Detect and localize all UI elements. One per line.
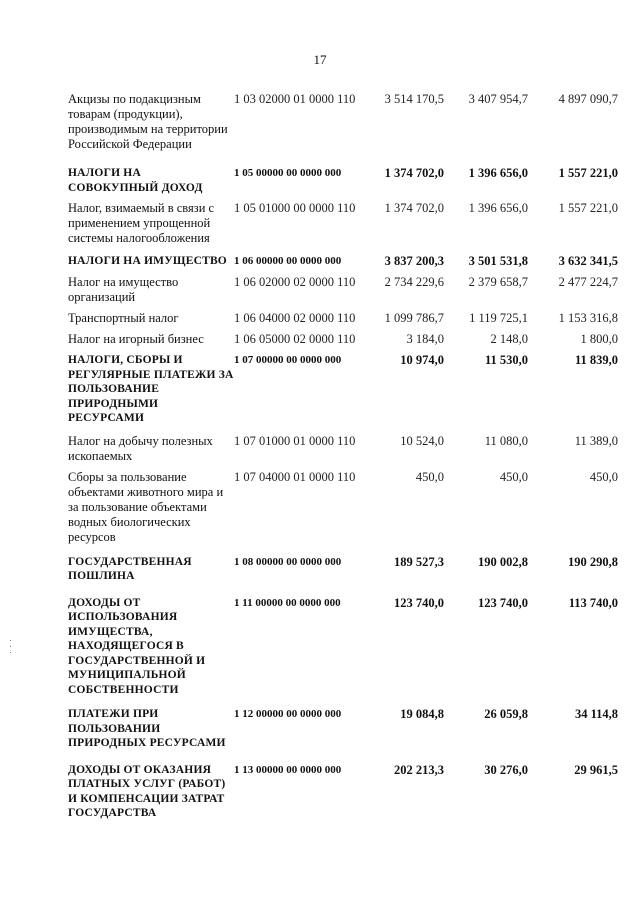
revenue-name-cell: НАЛОГИ НА ИМУЩЕСТВО: [68, 255, 227, 267]
margin-dots: [10, 640, 12, 654]
table-row-section: [68, 152, 618, 195]
revenue-name-cell: Сборы за пользование объектами животного мира и за пользование объектами водных биологических ресурсов: [68, 469, 224, 544]
budget-code-cell: 1 06 02000 02 0000 110: [234, 275, 356, 289]
budget-code-cell: 1 07 04000 01 0000 110: [234, 469, 356, 484]
value-year-3-cell: 1 153 316,8: [558, 311, 618, 325]
value-year-1-cell: 10 974,0: [400, 353, 444, 367]
budget-code-cell: 1 11 00000 00 0000 000: [234, 596, 341, 609]
value-year-3-cell: 190 290,8: [568, 554, 618, 569]
budget-code-cell: 1 06 04000 02 0000 110: [234, 311, 356, 325]
value-year-2-cell: 190 002,8: [478, 554, 528, 569]
value-year-1-cell: 1 099 786,7: [384, 311, 444, 325]
value-year-1-cell: 1 374 702,0: [384, 201, 444, 215]
table-row-section: [68, 584, 618, 698]
value-year-2-cell: 11 080,0: [484, 433, 528, 448]
revenue-name-cell: Налог на игорный бизнес: [68, 332, 204, 346]
table-row-section: [68, 751, 618, 821]
value-year-3-cell: 1 557 221,0: [558, 166, 618, 180]
value-year-3-cell: 450,0: [589, 469, 618, 484]
value-year-3-cell: 29 961,5: [574, 762, 618, 777]
value-year-2-cell: 3 407 954,7: [468, 92, 528, 106]
table-row: [68, 305, 618, 326]
value-year-2-cell: 1 396 656,0: [468, 166, 528, 180]
revenue-name-cell: НАЛОГИ, СБОРЫ И РЕГУЛЯРНЫЕ ПЛАТЕЖИ ЗА ПОЛЬЗОВАНИЕ ПРИРОДНЫМИ РЕСУРСАМИ: [68, 354, 234, 424]
value-year-1-cell: 202 213,3: [394, 762, 444, 777]
value-year-3-cell: 34 114,8: [574, 707, 618, 721]
value-year-3-cell: 11 839,0: [574, 353, 618, 367]
value-year-2-cell: 1 396 656,0: [468, 201, 528, 215]
table-row-section: [68, 697, 618, 751]
budget-code-cell: 1 13 00000 00 0000 000: [234, 763, 342, 776]
value-year-3-cell: 113 740,0: [568, 595, 618, 610]
budget-code-cell: 1 03 02000 01 0000 110: [234, 92, 356, 106]
budget-code-cell: 1 07 01000 01 0000 110: [234, 433, 356, 448]
value-year-3-cell: 1 800,0: [580, 332, 618, 346]
value-year-2-cell: 30 276,0: [484, 762, 528, 777]
table-row: [68, 92, 618, 152]
page-number: 17: [313, 52, 327, 67]
revenue-name-cell: Налог на имущество организаций: [68, 275, 179, 304]
value-year-2-cell: 2 148,0: [490, 332, 528, 346]
value-year-1-cell: 450,0: [415, 469, 444, 484]
value-year-2-cell: 3 501 531,8: [468, 254, 528, 268]
revenue-name-cell: Акцизы по подакцизным товарам (продукции), производимым на территории Российской Федерации: [68, 92, 228, 151]
revenue-name-cell: НАЛОГИ НА СОВОКУПНЫЙ ДОХОД: [68, 167, 203, 194]
budget-table-body: [68, 92, 618, 821]
value-year-2-cell: 123 740,0: [478, 595, 528, 610]
value-year-1-cell: 123 740,0: [394, 595, 444, 610]
revenue-name-cell: Налог на добычу полезных ископаемых: [68, 433, 213, 463]
table-row-section: [68, 347, 618, 426]
table-row: [68, 464, 618, 545]
value-year-1-cell: 189 527,3: [394, 554, 444, 569]
table-row-section: [68, 545, 618, 584]
budget-code-cell: 1 05 00000 00 0000 000: [234, 167, 342, 179]
value-year-1-cell: 3 184,0: [406, 332, 444, 346]
value-year-1-cell: 2 734 229,6: [384, 275, 444, 289]
value-year-1-cell: 19 084,8: [400, 707, 444, 721]
revenue-name-cell: ДОХОДЫ ОТ ИСПОЛЬЗОВАНИЯ ИМУЩЕСТВА, НАХОДЯЩЕГОСЯ В ГОСУДАРСТВЕННОЙ И МУНИЦИПАЛЬНОЙ СОБСТВЕННОСТИ: [68, 596, 206, 696]
table-row: [68, 269, 618, 305]
table-row: [68, 426, 618, 464]
revenue-name-cell: ПЛАТЕЖИ ПРИ ПОЛЬЗОВАНИИ ПРИРОДНЫХ РЕСУРСАМИ: [68, 708, 226, 749]
budget-revenue-table: [68, 92, 618, 821]
value-year-2-cell: 1 119 725,1: [469, 311, 528, 325]
table-row-section: [68, 246, 618, 269]
budget-code-cell: 1 12 00000 00 0000 000: [234, 708, 342, 720]
value-year-1-cell: 3 837 200,3: [384, 254, 444, 268]
table-row: [68, 326, 618, 347]
value-year-3-cell: 2 477 224,7: [558, 275, 618, 289]
revenue-name-cell: ГОСУДАРСТВЕННАЯ ПОШЛИНА: [68, 555, 192, 582]
value-year-2-cell: 2 379 658,7: [468, 275, 528, 289]
value-year-3-cell: 11 389,0: [574, 433, 618, 448]
revenue-name-cell: ДОХОДЫ ОТ ОКАЗАНИЯ ПЛАТНЫХ УСЛУГ (РАБОТ) И КОМПЕНСАЦИИ ЗАТРАТ ГОСУДАРСТВА: [68, 763, 226, 819]
value-year-3-cell: 4 897 090,7: [558, 92, 618, 106]
table-row: [68, 195, 618, 246]
value-year-2-cell: 11 530,0: [484, 353, 528, 367]
budget-code-cell: 1 06 05000 02 0000 110: [234, 332, 356, 346]
value-year-1-cell: 3 514 170,5: [384, 92, 444, 106]
revenue-name-cell: Транспортный налог: [68, 311, 179, 325]
value-year-3-cell: 1 557 221,0: [558, 201, 618, 215]
value-year-1-cell: 1 374 702,0: [384, 166, 444, 180]
budget-code-cell: 1 08 00000 00 0000 000: [234, 555, 342, 568]
value-year-2-cell: 450,0: [499, 469, 528, 484]
revenue-name-cell: Налог, взимаемый в связи с применением упрощенной системы налогообложения: [68, 201, 215, 245]
value-year-2-cell: 26 059,8: [484, 707, 528, 721]
value-year-3-cell: 3 632 341,5: [558, 254, 618, 268]
value-year-1-cell: 10 524,0: [400, 433, 444, 448]
budget-code-cell: 1 07 00000 00 0000 000: [234, 354, 342, 366]
budget-code-cell: 1 05 01000 00 0000 110: [234, 201, 356, 215]
budget-code-cell: 1 06 00000 00 0000 000: [234, 255, 342, 267]
